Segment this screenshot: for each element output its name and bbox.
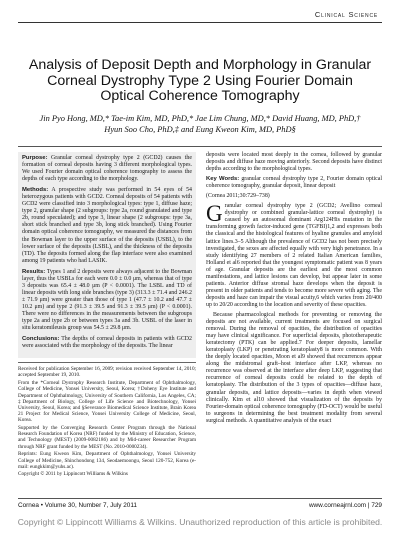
section-label: Clinical Science	[314, 10, 378, 19]
methods-label: Methods:	[22, 187, 49, 194]
page-number-footer: www.corneajrnl.com | 729	[308, 502, 382, 509]
footnote-funding: Supported by the Converging Research Center Program through the National Research Foundation of Korea (NRF) funded by the Ministry of Education, Science, and Technology (MEST) (2009-0082186) and by Mid-career Researcher Program through NRF grant funded by the MEST (No. 2010-0000234).	[18, 425, 196, 450]
methods-text: A prospective study was performed in 54 eyes of 54 heterozygous patients with GCD2. Corneal deposits of 54 patients with GCD2 were classified into 3 morphological types: type 1, diffuse haze; type 2, granular shape (2 subgroups: type 2a, round granulated and type 2b, round speculated); and type 3, linear shape (2 subgroups: type 3a, short stick branched and type 3b, long stick branched). Using Fourier domain optical coherence tomography, we measured the distances from the Bowman layer to the upper surface of the deposits (USBL), to the lower surface of the deposits (LSBL), and the thickness of the deposits (TD). The deposits formed along the flap interface were also examined among 19 patients who had LASIK.	[22, 187, 193, 264]
left-column	[18, 152, 196, 479]
purpose-label: Purpose:	[22, 155, 48, 161]
abstract-box	[18, 152, 196, 358]
abstract-purpose	[22, 155, 192, 183]
footnote-affiliations: From the *Corneal Dystrophy Research Institute, Department of Ophthalmology, College of Medicine, Yonsei University, Seoul, Korea; †Doheny Eye Institute and Department of Ophthalmology, University of Southern California, Los Angeles, CA; ‡Department of Biology, College of Life Science and Biotechnology, Yonsei University, Seoul, Korea; and §Severance Biomedical Science Institute, Brain Korea 21 Project for Medical Science, Yonsei University College of Medicine, Seoul, Korea.	[18, 380, 196, 424]
abstract-conclusions	[22, 336, 192, 350]
intro-paragraph-1-text: ranular corneal dystrophy type 2 (GCD2; Avellino corneal dystrophy or combined granular-lattice corneal dystrophy) is caused by an autosomal dominant Arg124His mutation in the transforming growth factor-induced gene (TGFBI)1,2 and expresses both the classical and the histological features of hyaline granules and amyloid lattice lines.3–5 Although the prevalence of GCD2 has not been precisely investigated, the sexes are affected equally with very high penetrance. In a study identifying 27 members of 2 related Italian American families, Holland et al6 reported that the youngest symptomatic patient was 8 years of age. Granular deposits are the earliest and the most common manifestations, and lattice lesions can develop, but appear later in some patients. Anterior diffuse stromal haze develops when the deposit is present in older patients and tends to become more severe with aging. The deposits and haze can impair the visual acuity,6 which varies from 20/400 up to 20/20 according to the location and severity of these opacities.	[206, 203, 382, 308]
footnote-rule	[18, 362, 196, 363]
abstract-continued: deposits were located most deeply in the cornea, followed by granular deposits and diffuse haze moving anteriorly. Second deposits have distinct depths according to the morphological types.	[206, 152, 382, 173]
journal-citation-footer: Cornea • Volume 30, Number 7, July 2011	[18, 502, 137, 509]
header-rule	[18, 22, 382, 23]
abstract-methods	[22, 187, 192, 265]
footer-rule	[18, 498, 382, 499]
footnote-received: Received for publication September 16, 2009; revision received September 14, 2010; accepted September 19, 2010.	[18, 366, 196, 379]
conclusions-text: The depths of corneal deposits in patients with GCD2 were associated with the morphology of the deposits. The linear	[22, 336, 192, 350]
title-rule	[18, 146, 382, 147]
abstract-results	[22, 269, 192, 332]
keywords-label: Key Words:	[206, 176, 240, 183]
keywords	[206, 176, 382, 190]
citation: (Cornea 2011;30:729–738)	[206, 193, 270, 200]
drop-cap: G	[206, 201, 223, 227]
intro-paragraph-2: Because pharmacological methods for preventing or removing the deposits are not available, current treatments are focused on surgical removal. During the removal of opacities, the distribution of opacities may have clinical significance. For superficial deposits, phototherapeutic keratectomy (PTK) can be applied.7 For deeper deposits, lamellar keratoplasty (LKP) or penetrating keratoplasty8 is more common. With the deeply located opacities, Moon et al9 showed that recurrences appear along the midstromal graft–host interface after LKP, whereas no recurrence was observed at the interface after deep LKP, suggesting that recurrence of corneal deposits could be related to the depth of keratoplasty. The distribution of the 3 types of opacities—diffuse haze, granular deposits, and lattice deposits—varies in depth when viewed clinically. Kim et al10 showed that visualization of the deposits by Fourier-domain optical coherence tomography (FD-OCT) would be useful to surgeons in determining the best treatment modality from several surgical methods. A quantitative analysis of the exact	[206, 311, 382, 424]
intro-paragraph-1	[206, 203, 382, 309]
conclusions-label: Conclusions:	[22, 336, 60, 343]
footnotes	[18, 366, 196, 477]
footnote-copyright: Copyright © 2011 by Lippincott Williams & Wilkins	[18, 471, 128, 478]
keywords-text: granular corneal dystrophy type 2, Fourier domain optical coherence tomography, granular deposit, linear deposit	[206, 176, 382, 190]
results-text: Types 1 and 2 deposits were always adjacent to the Bowman layer, thus the USBLs for each were 0.0 ± 0.0 μm, whereas that of type 3 deposits was 65.4 ± 48.0 μm (P < 0.0001). The LSBL and TD of linear deposits with long side branches (type 3) (313.3 ± 71.4 and 246.2 ± 71.9 μm) were greater than those of type 1 (47.7 ± 10.2 and 47.7 ± 10.2 μm) and type 2 (91.3 ± 39.5 and 91.3 ± 39.5 μm) (P < 0.0001). There were no differences in the measurements between the subgroups type 2a and type 2b or between types 3a and 3b. USBL of the laser in situ keratomileusis group was 54.5 ± 29.8 μm.	[22, 268, 192, 332]
purpose-text: Granular corneal dystrophy type 2 (GCD2) causes the formation of corneal deposits having 3 different morphological types. We used Fourier domain optical coherence tomography to assess the depths of each type according to the morphology.	[22, 155, 192, 183]
author-list	[24, 113, 376, 135]
right-column	[206, 152, 382, 428]
author-line: Jin Pyo Hong, MD,* Tae-im Kim, MD, PhD,* Jae Lim Chung, MD,* David Huang, MD, PhD,†	[39, 114, 361, 123]
footnote-reprints: Reprints: Eung Kweon Kim, Department of Ophthalmology, Yonsei University College of Medicine, Shinchondong 134, Seodaemoongu, Seoul 120-752, Korea (e-mail: eungkkim@yuhs.ac).	[18, 451, 196, 470]
author-line: Hyun Soo Cho, PhD,‡ and Eung Kweon Kim, MD, PhD§	[104, 125, 296, 134]
results-label: Results:	[22, 268, 46, 275]
article-title: Analysis of Deposit Depth and Morphology in Granular Corneal Dystrophy Type 2 Using Fourier Domain Optical Coherence Tomography	[28, 57, 372, 104]
copyright-notice: Copyright © Lippincott Williams & Wilkins. Unauthorized reproduction of this article is prohibited.	[0, 512, 400, 533]
